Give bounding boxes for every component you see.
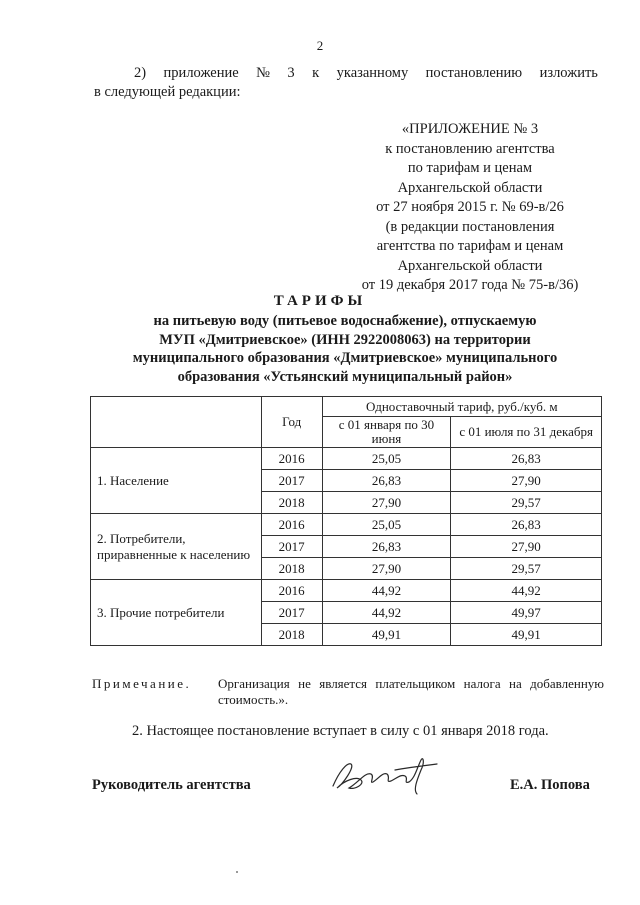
note-text: Организация не является плательщиком налога на добавленную стоимость.». bbox=[218, 676, 604, 707]
appendix-line: к постановлению агентства bbox=[385, 140, 555, 157]
value-cell: 26,83 bbox=[451, 448, 602, 470]
paragraph-amendment-line2: в следующей редакции: bbox=[94, 84, 241, 100]
word: указанному bbox=[336, 65, 409, 81]
year-cell: 2016 bbox=[261, 448, 322, 470]
word: 3 bbox=[287, 65, 295, 81]
word: изложить bbox=[539, 65, 598, 81]
scan-speck bbox=[236, 871, 238, 873]
value-cell: 26,83 bbox=[322, 470, 451, 492]
subtitle-line: образования «Устьянский муниципальный район» bbox=[177, 368, 513, 385]
group-label: 3. Прочие потребители bbox=[91, 580, 262, 646]
appendix-line: «ПРИЛОЖЕНИЕ № 3 bbox=[401, 121, 539, 137]
header-tariff: Одноставочный тариф, руб./куб. м bbox=[322, 397, 601, 417]
year-cell: 2017 bbox=[261, 536, 322, 558]
table-row bbox=[91, 448, 602, 470]
value-cell: 44,92 bbox=[322, 602, 451, 624]
header-year: Год bbox=[261, 397, 322, 448]
value-cell: 27,90 bbox=[451, 536, 602, 558]
signatory-position: Руководитель агентства bbox=[92, 777, 251, 793]
appendix-line: Архангельской области bbox=[397, 257, 543, 274]
value-cell: 49,91 bbox=[451, 624, 602, 646]
value-cell: 25,05 bbox=[322, 514, 451, 536]
page-number: 2 bbox=[316, 38, 324, 53]
header-period-1: с 01 января по 30 июня bbox=[322, 417, 451, 448]
subtitle-line: МУП «Дмитриевское» (ИНН 2922008063) на территории bbox=[159, 331, 531, 348]
value-cell: 25,05 bbox=[322, 448, 451, 470]
appendix-line: по тарифам и ценам bbox=[407, 160, 533, 176]
value-cell: 26,83 bbox=[451, 514, 602, 536]
appendix-header bbox=[330, 120, 610, 296]
word: № bbox=[256, 65, 270, 81]
paragraph-amendment bbox=[94, 64, 598, 102]
value-cell: 29,57 bbox=[451, 558, 602, 580]
value-cell: 27,90 bbox=[322, 558, 451, 580]
year-cell: 2016 bbox=[261, 514, 322, 536]
year-cell: 2018 bbox=[261, 492, 322, 514]
header-period-2: с 01 июля по 31 декабря bbox=[451, 417, 602, 448]
paragraph-amendment-line1 bbox=[94, 64, 598, 83]
subtitle-line: муниципального образования «Дмитриевское» муниципального bbox=[132, 350, 558, 366]
value-cell: 44,92 bbox=[451, 580, 602, 602]
value-cell: 27,90 bbox=[322, 492, 451, 514]
appendix-line: (в редакции постановления bbox=[385, 218, 555, 235]
handwritten-signature bbox=[325, 750, 445, 800]
table-header-row bbox=[91, 397, 602, 417]
tariff-table bbox=[90, 396, 602, 646]
value-cell: 49,91 bbox=[322, 624, 451, 646]
paragraph-effective-date: 2. Настоящее постановление вступает в силу с 01 января 2018 года. bbox=[132, 723, 549, 739]
value-cell: 27,90 bbox=[451, 470, 602, 492]
word: 2) bbox=[134, 65, 147, 81]
document-title: ТАРИФЫ bbox=[273, 293, 367, 309]
document-subtitle bbox=[90, 312, 600, 386]
word: приложение bbox=[163, 65, 239, 81]
table-row bbox=[91, 514, 602, 536]
group-label: 2. Потребители, приравненные к населению bbox=[91, 514, 262, 580]
signatory-name: Е.А. Попова bbox=[510, 777, 590, 793]
appendix-line: агентства по тарифам и ценам bbox=[376, 238, 564, 254]
year-cell: 2017 bbox=[261, 602, 322, 624]
year-cell: 2017 bbox=[261, 470, 322, 492]
value-cell: 29,57 bbox=[451, 492, 602, 514]
word: к bbox=[312, 65, 320, 81]
note-label: Примечание. bbox=[92, 676, 192, 691]
year-cell: 2018 bbox=[261, 624, 322, 646]
appendix-line: Архангельской области bbox=[397, 179, 543, 196]
year-cell: 2018 bbox=[261, 558, 322, 580]
appendix-line: от 27 ноября 2015 г. № 69-в/26 bbox=[376, 199, 564, 215]
subtitle-line: на питьевую воду (питьевое водоснабжение), отпускаемую bbox=[153, 313, 537, 329]
appendix-line: от 19 декабря 2017 года № 75-в/36) bbox=[361, 277, 579, 293]
value-cell: 44,92 bbox=[322, 580, 451, 602]
table-row bbox=[91, 580, 602, 602]
year-cell: 2016 bbox=[261, 580, 322, 602]
header-empty-cell bbox=[91, 397, 262, 448]
value-cell: 49,97 bbox=[451, 602, 602, 624]
group-label: 1. Население bbox=[91, 448, 262, 514]
value-cell: 26,83 bbox=[322, 536, 451, 558]
word: постановлению bbox=[425, 65, 523, 81]
